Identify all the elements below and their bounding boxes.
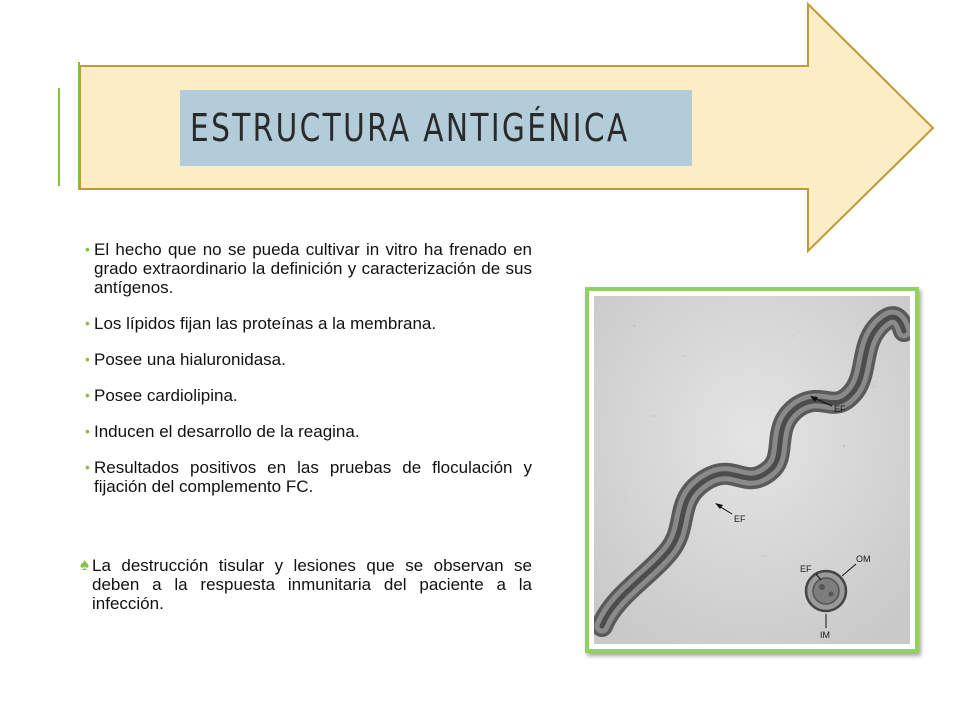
bullet-item bbox=[80, 386, 532, 405]
label-ef-upper: EF bbox=[834, 404, 846, 414]
bullet-dot-icon: • bbox=[85, 315, 90, 331]
bullet-dot-icon: • bbox=[85, 351, 90, 367]
bullet-text: Posee cardiolipina. bbox=[94, 386, 238, 405]
micrograph-image bbox=[594, 296, 910, 644]
bullet-dot-icon: • bbox=[85, 423, 90, 439]
bullet-item bbox=[80, 422, 532, 441]
note-text: La destrucción tisular y lesiones que se observan se deben a la respuesta inmunitaria del paciente a la infección. bbox=[92, 556, 532, 613]
bullet-text: Posee una hialuronidasa. bbox=[94, 350, 286, 369]
bullet-text: Inducen el desarrollo de la reagina. bbox=[94, 422, 360, 441]
bullet-text: Los lípidos fijan las proteínas a la membrana. bbox=[94, 314, 437, 333]
bullet-list bbox=[80, 240, 532, 630]
bullet-dot-icon: • bbox=[85, 387, 90, 403]
title-box bbox=[180, 90, 692, 166]
bullet-item bbox=[80, 314, 532, 333]
bullet-item bbox=[80, 240, 532, 297]
bullet-text: El hecho que no se pueda cultivar in vitro ha frenado en grado extraordinario la definición y caracterización de sus antígenos. bbox=[94, 240, 532, 297]
bullet-text: Resultados positivos en las pruebas de floculación y fijación del complemento FC. bbox=[94, 458, 532, 496]
label-ef-inset: EF bbox=[800, 564, 812, 574]
slide-title: ESTRUCTURA ANTIGÉNICA bbox=[190, 106, 630, 150]
bullet-item bbox=[80, 458, 532, 496]
label-im: IM bbox=[820, 630, 830, 640]
label-ef-lower: EF bbox=[734, 514, 746, 524]
bullet-dot-icon: • bbox=[85, 459, 90, 475]
note-item bbox=[80, 556, 532, 613]
micrograph-frame bbox=[585, 287, 919, 653]
spade-icon: ♠ bbox=[80, 555, 90, 574]
bullet-dot-icon: • bbox=[85, 241, 90, 257]
label-om: OM bbox=[856, 554, 871, 564]
treponema-micrograph bbox=[594, 296, 910, 644]
bullet-item bbox=[80, 350, 532, 369]
